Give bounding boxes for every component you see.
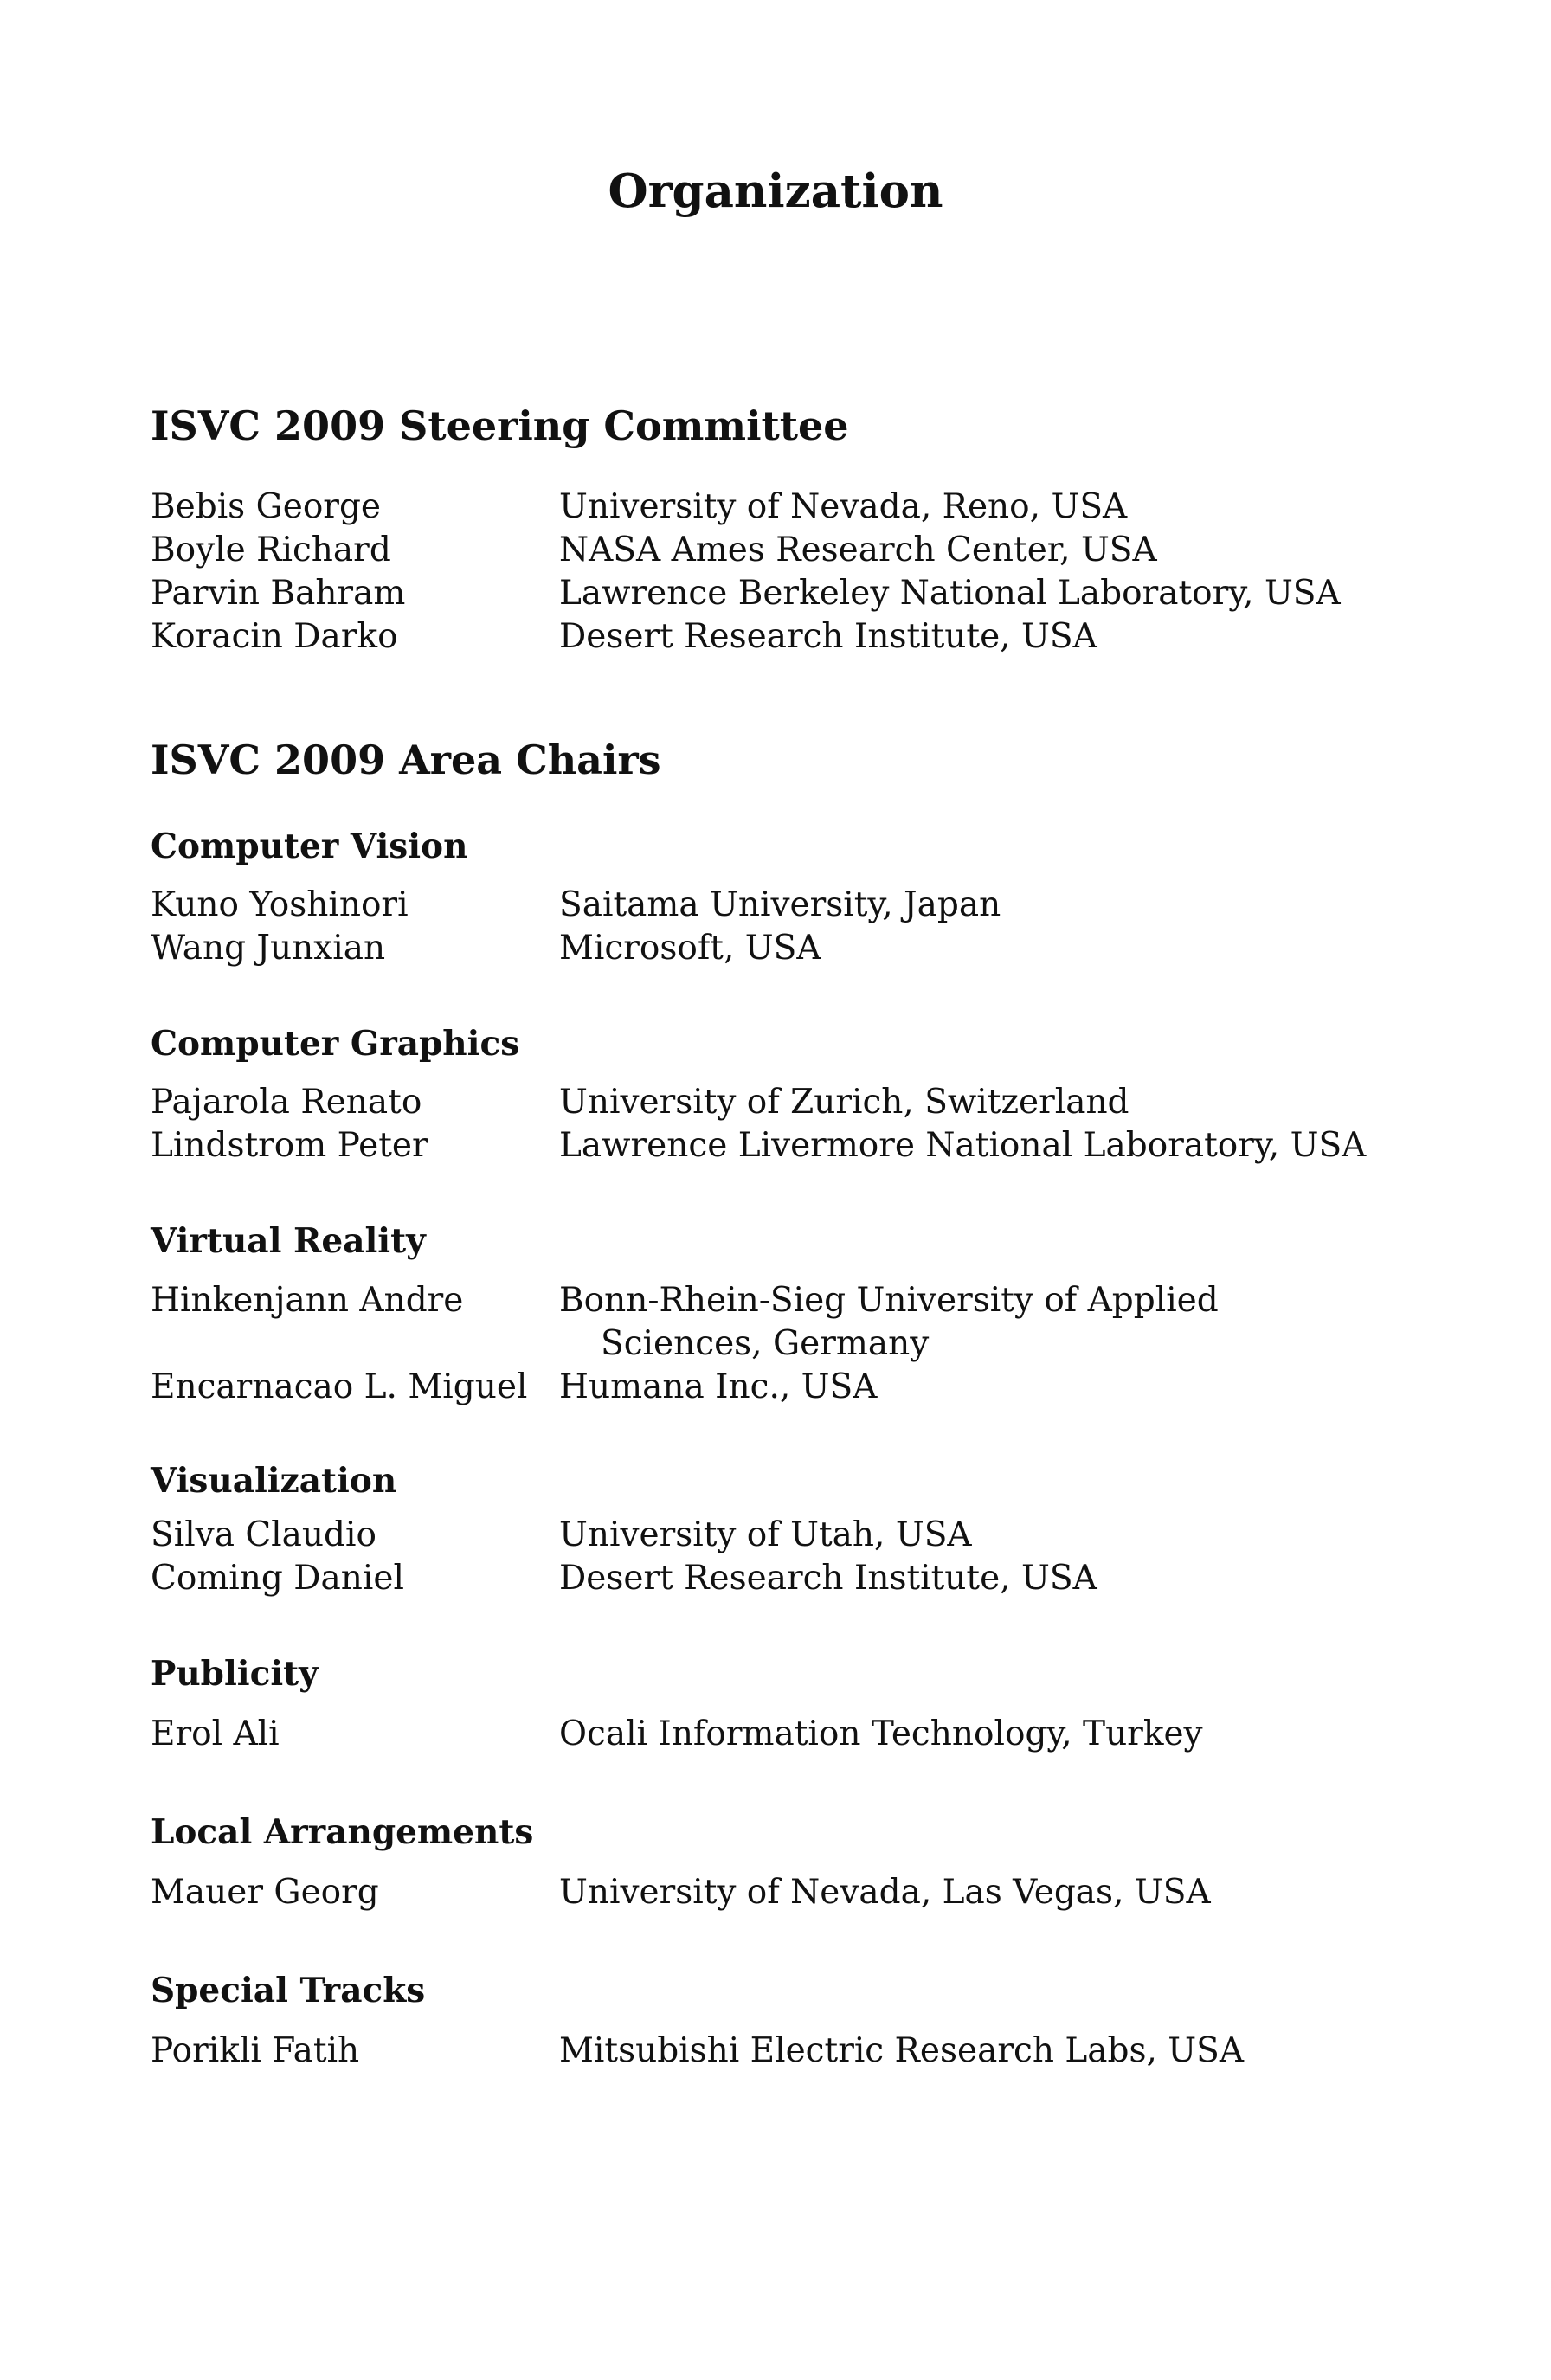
member-name: Kuno Yoshinori <box>151 885 409 924</box>
member-affiliation: Lawrence Livermore National Laboratory, USA <box>559 1126 1367 1165</box>
member-affiliation: University of Nevada, Las Vegas, USA <box>559 1873 1211 1912</box>
page-title: Organization <box>608 164 943 218</box>
member-name: Coming Daniel <box>151 1559 404 1598</box>
member-affiliation: Humana Inc., USA <box>559 1367 878 1406</box>
member-name: Koracin Darko <box>151 617 398 656</box>
group-title-visualization: Visualization <box>151 1461 397 1501</box>
group-title-computer-graphics: Computer Graphics <box>151 1024 520 1064</box>
member-affiliation: Microsoft, USA <box>559 929 821 968</box>
member-name: Pajarola Renato <box>151 1083 422 1122</box>
group-title-virtual-reality: Virtual Reality <box>151 1221 426 1261</box>
member-affiliation: Lawrence Berkeley National Laboratory, USA <box>559 574 1341 613</box>
member-name: Erol Ali <box>151 1714 280 1753</box>
member-affiliation: University of Nevada, Reno, USA <box>559 487 1128 526</box>
member-name: Bebis George <box>151 487 381 526</box>
member-name: Boyle Richard <box>151 531 391 569</box>
member-affiliation: NASA Ames Research Center, USA <box>559 531 1157 569</box>
member-name: Wang Junxian <box>151 929 386 968</box>
member-affiliation: Bonn-Rhein-Sieg University of Applied <box>559 1281 1219 1320</box>
member-affiliation-continued: Sciences, Germany <box>601 1324 930 1363</box>
member-affiliation: Desert Research Institute, USA <box>559 617 1097 656</box>
steering-committee-heading: ISVC 2009 Steering Committee <box>151 402 849 449</box>
member-name: Silva Claudio <box>151 1515 376 1554</box>
member-name: Porikli Fatih <box>151 2031 360 2070</box>
member-name: Encarnacao L. Miguel <box>151 1367 528 1406</box>
member-name: Mauer Georg <box>151 1873 379 1912</box>
group-title-publicity: Publicity <box>151 1654 319 1694</box>
member-affiliation: Desert Research Institute, USA <box>559 1559 1097 1598</box>
member-name: Parvin Bahram <box>151 574 406 613</box>
member-affiliation: Saitama University, Japan <box>559 885 1001 924</box>
group-title-local-arrangements: Local Arrangements <box>151 1812 534 1852</box>
group-title-special-tracks: Special Tracks <box>151 1971 426 2010</box>
area-chairs-heading: ISVC 2009 Area Chairs <box>151 737 661 783</box>
member-affiliation: University of Utah, USA <box>559 1515 972 1554</box>
member-name: Lindstrom Peter <box>151 1126 428 1165</box>
member-affiliation: Mitsubishi Electric Research Labs, USA <box>559 2031 1245 2070</box>
group-title-computer-vision: Computer Vision <box>151 827 468 866</box>
member-affiliation: Ocali Information Technology, Turkey <box>559 1714 1203 1753</box>
member-affiliation: University of Zurich, Switzerland <box>559 1083 1129 1122</box>
member-name: Hinkenjann Andre <box>151 1281 464 1320</box>
